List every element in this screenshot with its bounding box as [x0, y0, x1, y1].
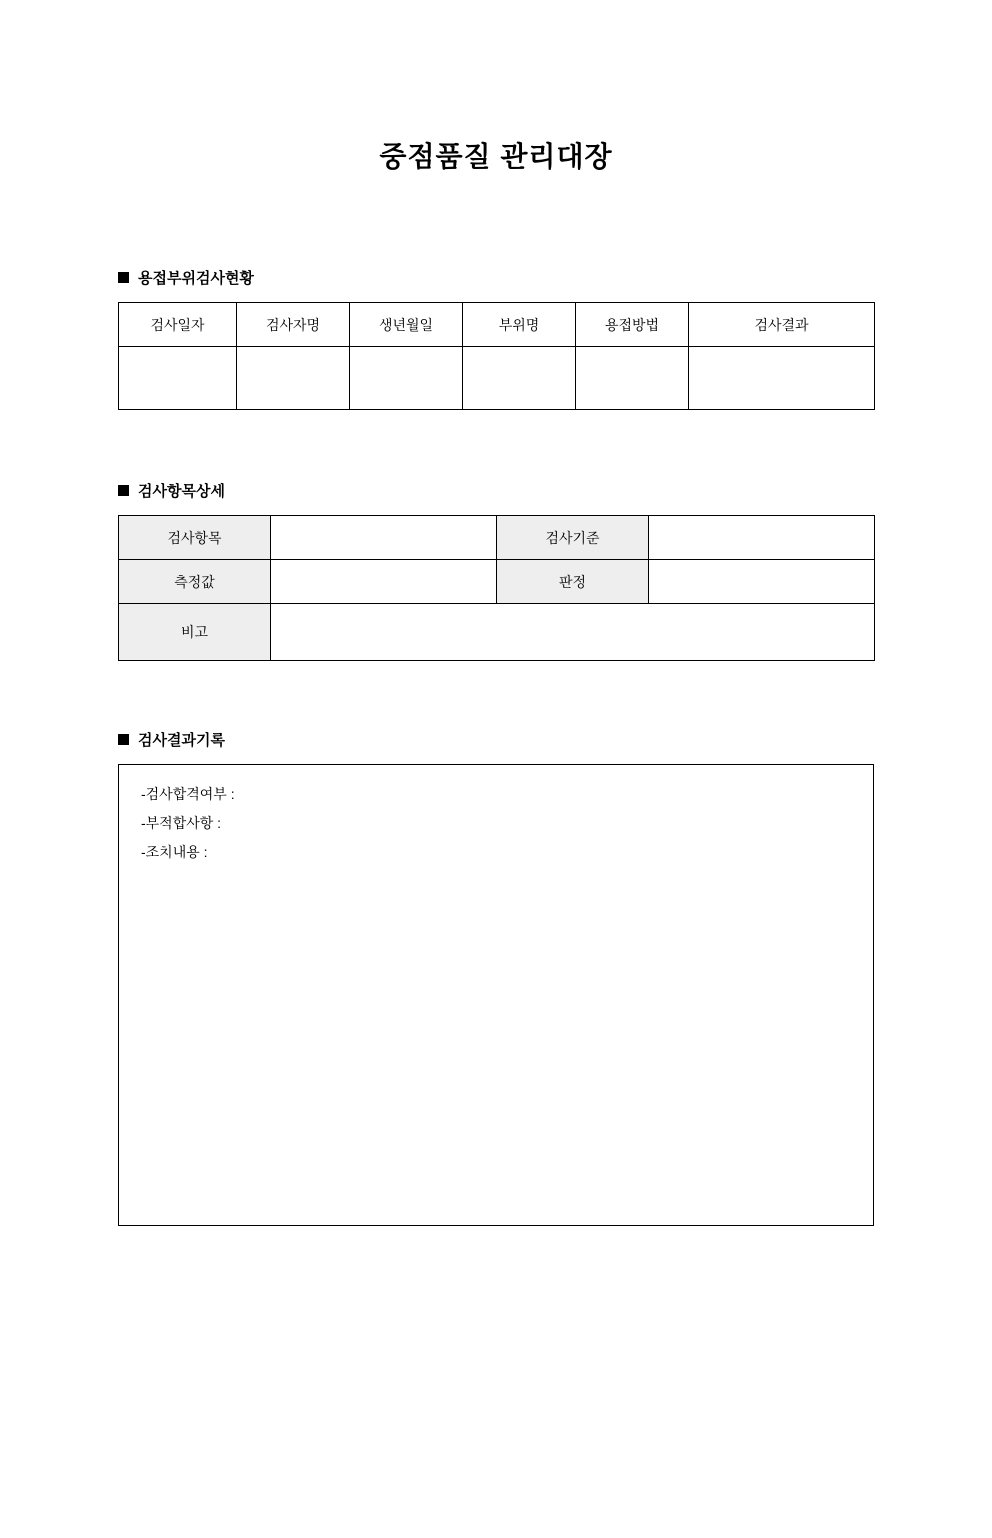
record-line-nonconformity: -부적합사항 : — [141, 815, 222, 831]
weld-inspection-table — [118, 302, 875, 410]
table-row — [119, 516, 875, 560]
col-header-inspection-result: 검사결과 — [689, 303, 875, 347]
col-header-inspection-date: 검사일자 — [119, 303, 237, 347]
cell-inspector-name[interactable] — [237, 347, 350, 410]
document-page — [0, 135, 992, 1538]
bullet-square-icon — [118, 272, 129, 283]
section-inspection-record — [118, 729, 874, 1226]
field-inspection-item[interactable] — [271, 516, 497, 560]
bullet-square-icon — [118, 485, 129, 496]
col-header-birthdate: 생년월일 — [350, 303, 463, 347]
field-measured-value[interactable] — [271, 560, 497, 604]
table-header-row — [119, 303, 875, 347]
label-inspection-standard: 검사기준 — [497, 516, 649, 560]
section-heading-record — [118, 729, 874, 750]
cell-inspection-date[interactable] — [119, 347, 237, 410]
section-heading-detail — [118, 480, 874, 501]
col-header-inspector-name: 검사자명 — [237, 303, 350, 347]
label-judgement: 판정 — [497, 560, 649, 604]
cell-inspection-result[interactable] — [689, 347, 875, 410]
field-remark[interactable] — [271, 604, 875, 661]
field-inspection-standard[interactable] — [649, 516, 875, 560]
section-heading-weld-label: 용접부위검사현황 — [138, 270, 254, 287]
label-measured-value: 측정값 — [119, 560, 271, 604]
field-judgement[interactable] — [649, 560, 875, 604]
section-inspection-detail — [118, 480, 874, 661]
bullet-square-icon — [118, 734, 129, 745]
col-header-part-name: 부위명 — [463, 303, 576, 347]
cell-part-name[interactable] — [463, 347, 576, 410]
inspection-record-box[interactable] — [118, 764, 874, 1226]
table-row — [119, 347, 875, 410]
cell-birthdate[interactable] — [350, 347, 463, 410]
table-row — [119, 560, 875, 604]
table-row — [119, 604, 875, 661]
section-heading-detail-label: 검사항목상세 — [138, 483, 225, 500]
inspection-detail-table — [118, 515, 875, 661]
record-line-action: -조치내용 : — [141, 844, 208, 860]
label-remark: 비고 — [119, 604, 271, 661]
label-inspection-item: 검사항목 — [119, 516, 271, 560]
section-weld-inspection — [118, 267, 874, 410]
col-header-weld-method: 용접방법 — [576, 303, 689, 347]
cell-weld-method[interactable] — [576, 347, 689, 410]
page-title: 중점품질 관리대장 — [379, 141, 613, 172]
section-heading-record-label: 검사결과기록 — [138, 732, 225, 749]
section-heading-weld — [118, 267, 874, 288]
record-line-pass-fail: -검사합격여부 : — [141, 786, 235, 802]
